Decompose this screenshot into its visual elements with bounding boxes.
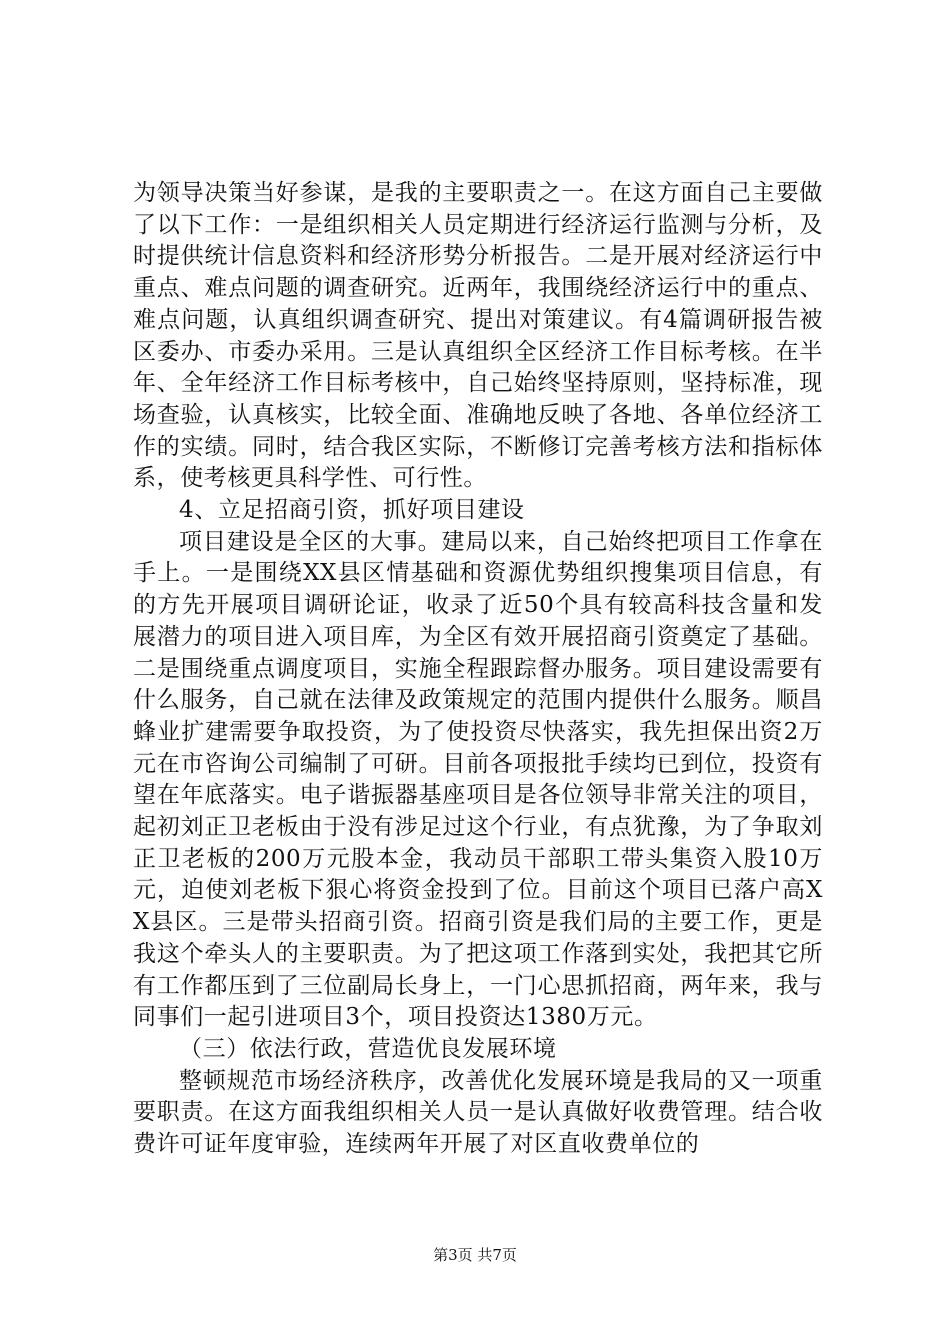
- section-heading-law-administration: （三）依法行政，营造优良发展环境: [179, 1035, 557, 1062]
- document-body: [133, 178, 823, 1161]
- paragraph-market-order: 整顿规范市场经济秩序，改善优化发展环境是我局的又一项重要职责。在这方面我组织相关人员一是认真做好收费管理。结合收费许可证年度审验，连续两年开展了对区直收费单位的: [133, 1067, 823, 1158]
- paragraph-continuation: 为领导决策当好参谋，是我的主要职责之一。在这方面自己主要做了以下工作：一是组织相关人员定期进行经济运行监测与分析，及时提供统计信息资料和经济形势分析报告。二是开展对经济运行中重点、难点问题的调查研究。近两年，我围绕经济运行中的重点、难点问题，认真组织调查研究、提出对策建议。有4篇调研报告被区委办、市委办采用。三是认真组织全区经济工作目标考核。在半年、全年经济工作目标考核中，自己始终坚持原则，坚持标准，现场查验，认真核实，比较全面、准确地反映了各地、各单位经济工作的实绩。同时，结合我区实际，不断修订完善考核方法和指标体系，使考核更具科学性、可行性。: [133, 180, 823, 492]
- page-number-footer: 第3页 共7页: [433, 1246, 517, 1264]
- section-heading-investment: 4、立足招商引资，抓好项目建设: [179, 497, 525, 524]
- paragraph-project-construction: 项目建设是全区的大事。建局以来，自己始终把项目工作拿在手上。一是围绕XX县区情基础和资源优势组织搜集项目信息，有的方先开展项目调研论证，收录了近50个具有较高科技含量和发展潜力的项目进入项目库，为全区有效开展招商引资奠定了基础。二是围绕重点调度项目，实施全程跟踪督办服务。项目建设需要有什么服务，自己就在法律及政策规定的范围内提供什么服务。顺昌蜂业扩建需要争取投资，为了使投资尽快落实，我先担保出资2万元在市咨询公司编制了可研。目前各项报批手续均已到位，投资有望在年底落实。电子谐振器基座项目是各位领导非常关注的项目，起初刘正卫老板由于没有涉足过这个行业，有点犹豫，为了争取刘正卫老板的200万元股本金，我动员干部职工带头集资入股10万元，迫使刘老板下狠心将资金投到了位。目前这个项目已落户高XX县区。三是带头招商引资。招商引资是我们局的主要工作，更是我这个牵头人的主要职责。为了把这项工作落到实处，我把其它所有工作都压到了三位副局长身上，一门心思抓招商，两年来，我与同事们一起引进项目3个，项目投资达1380万元。: [133, 528, 823, 1031]
